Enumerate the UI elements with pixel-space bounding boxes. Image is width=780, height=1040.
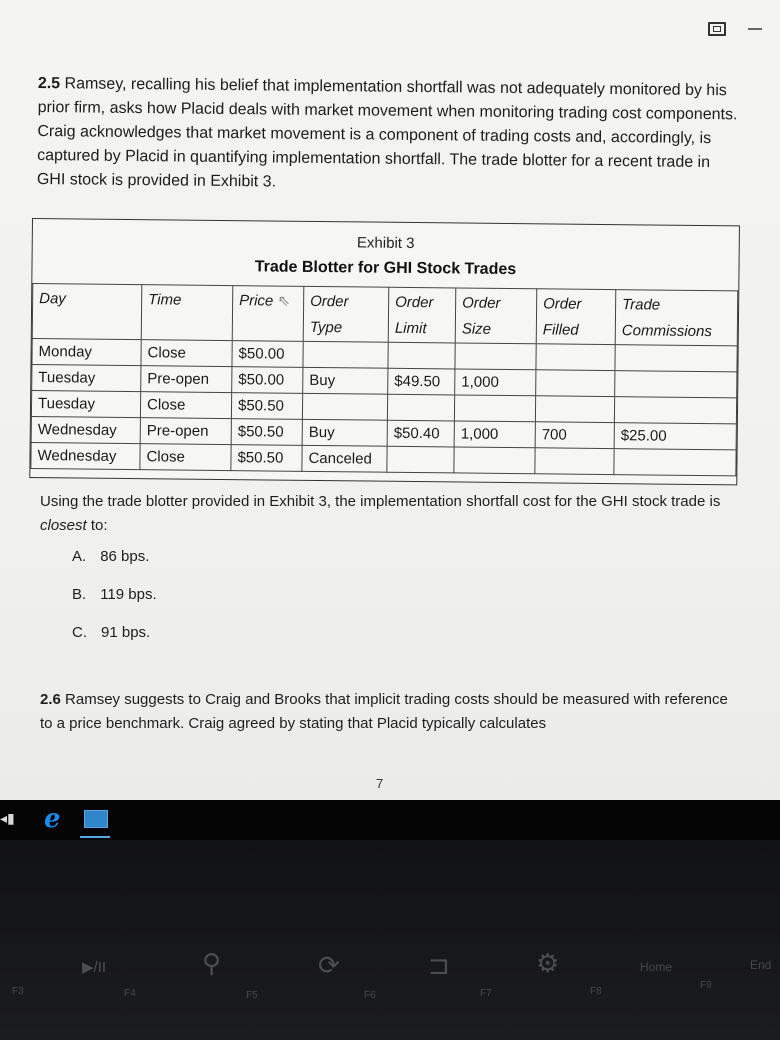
taskbar (0, 800, 780, 840)
settings-icon: ⚙ (536, 948, 560, 978)
cell-order-type (302, 393, 387, 420)
emphasis: closest (40, 517, 87, 534)
cell-order-limit (387, 394, 454, 421)
table-header-row (32, 284, 738, 346)
window-controls (708, 22, 762, 36)
page-number: 7 (376, 776, 384, 791)
question-2-5 (37, 72, 738, 199)
restore-icon[interactable] (708, 22, 726, 36)
cell-order-size (455, 343, 536, 370)
cell-price: $50.50 (231, 419, 302, 446)
cell-day: Wednesday (31, 443, 140, 470)
cell-order-filled (535, 448, 614, 475)
exhibit-label: Exhibit 3 (356, 234, 415, 253)
cell-price: $50.50 (231, 445, 302, 472)
cell-day: Tuesday (31, 391, 140, 418)
cell-order-limit (387, 446, 454, 473)
question-2-6 (40, 688, 740, 736)
header-price: Price ⇖ (232, 286, 304, 342)
header-order-limit: Order Limit (388, 287, 456, 343)
cell-order-type: Buy (303, 367, 388, 394)
question-text: Ramsey, recalling his belief that implementation shortfall was not adequately monitored by his prior firm, asks how Placid deals with market movement when monitoring trading cost components. Craig acknowledges that market movement is a component of trading costs and, accordingly, is captured by Placid in quantifying implementation shortfall. The trade blotter for a recent trade in GHI stock is provided in Exhibit 3. (36, 75, 738, 191)
cell-price: $50.00 (232, 341, 303, 368)
exhibit-title: Trade Blotter for GHI Stock Trades (254, 258, 517, 279)
cell-order-limit: $50.40 (387, 420, 454, 447)
key-label: F3 (12, 986, 24, 997)
minimize-icon[interactable] (748, 28, 762, 30)
cell-order-size: 1,000 (454, 421, 535, 448)
cell-commissions (614, 397, 736, 424)
cell-order-filled: 700 (535, 422, 614, 449)
cell-order-size (454, 395, 535, 422)
option-a: A. 86 bps. (72, 548, 150, 565)
devices-icon: ⊐ (428, 950, 450, 980)
header-order-type: Order Type (303, 286, 389, 342)
cell-day: Monday (32, 339, 141, 366)
question-text: Ramsey suggests to Craig and Brooks that implicit trading costs should be measured with reference to a price benchmark. Craig agreed by stating that Placid typically calculates (40, 691, 728, 732)
key-label: F6 (364, 990, 376, 1001)
cell-day: Tuesday (32, 365, 141, 392)
key-label: F5 (246, 990, 258, 1001)
cell-commissions (615, 371, 737, 398)
cell-order-filled (535, 396, 614, 423)
search-icon: ⚲ (202, 948, 222, 978)
cell-price: $50.00 (232, 367, 303, 394)
cell-commissions: $25.00 (614, 423, 736, 450)
option-c: C. 91 bps. (72, 624, 151, 641)
header-trade-commissions: Trade Commissions (615, 290, 738, 346)
laptop-keyboard (0, 840, 780, 1040)
cell-order-type: Buy (302, 419, 387, 446)
key-label: F7 (480, 988, 492, 999)
cell-order-filled (536, 344, 615, 371)
home-key-label: Home (640, 960, 673, 974)
option-b: B. 119 bps. (72, 586, 157, 603)
cell-time: Pre-open (140, 418, 231, 445)
cell-commissions (615, 345, 737, 372)
task-view-icon[interactable]: ◂▮ (0, 810, 15, 826)
cell-order-filled (536, 370, 615, 397)
cell-order-size: 1,000 (455, 369, 536, 396)
header-order-size: Order Size (455, 288, 537, 344)
cursor-icon: ⇖ (277, 292, 291, 310)
cell-time: Close (141, 340, 232, 367)
header-day: Day (32, 284, 142, 340)
play-pause-icon: ▶/II (82, 959, 107, 976)
answer-options (72, 548, 157, 662)
active-app-indicator (80, 836, 110, 838)
internet-explorer-icon[interactable]: e (44, 804, 61, 834)
cell-time: Close (140, 444, 231, 471)
question-number: 2.5 (37, 74, 61, 93)
cell-order-limit: $49.50 (388, 368, 455, 395)
key-label: F4 (124, 988, 136, 999)
cell-price: $50.50 (231, 393, 302, 420)
key-label: F8 (590, 986, 602, 997)
header-order-filled: Order Filled (536, 289, 616, 345)
header-time: Time (141, 285, 233, 341)
question-number: 2.6 (40, 691, 61, 708)
cell-order-type (303, 341, 388, 368)
mail-icon[interactable] (84, 810, 108, 828)
cell-time: Pre-open (141, 366, 232, 393)
cell-order-size (454, 447, 535, 474)
end-key-label: End (750, 958, 772, 972)
cell-day: Wednesday (31, 417, 140, 444)
cell-order-limit (388, 342, 455, 369)
question-prompt: Using the trade blotter provided in Exhibit 3, the implementation shortfall cost for the GHI stock trade is closest to: (40, 493, 721, 534)
cell-order-type: Canceled (302, 445, 387, 472)
cell-commissions (614, 449, 736, 476)
cell-time: Close (140, 392, 231, 419)
trade-blotter-table (30, 283, 738, 476)
exhibit-3 (29, 218, 740, 485)
share-icon: ⟳ (318, 950, 340, 980)
key-label: F9 (700, 980, 712, 991)
